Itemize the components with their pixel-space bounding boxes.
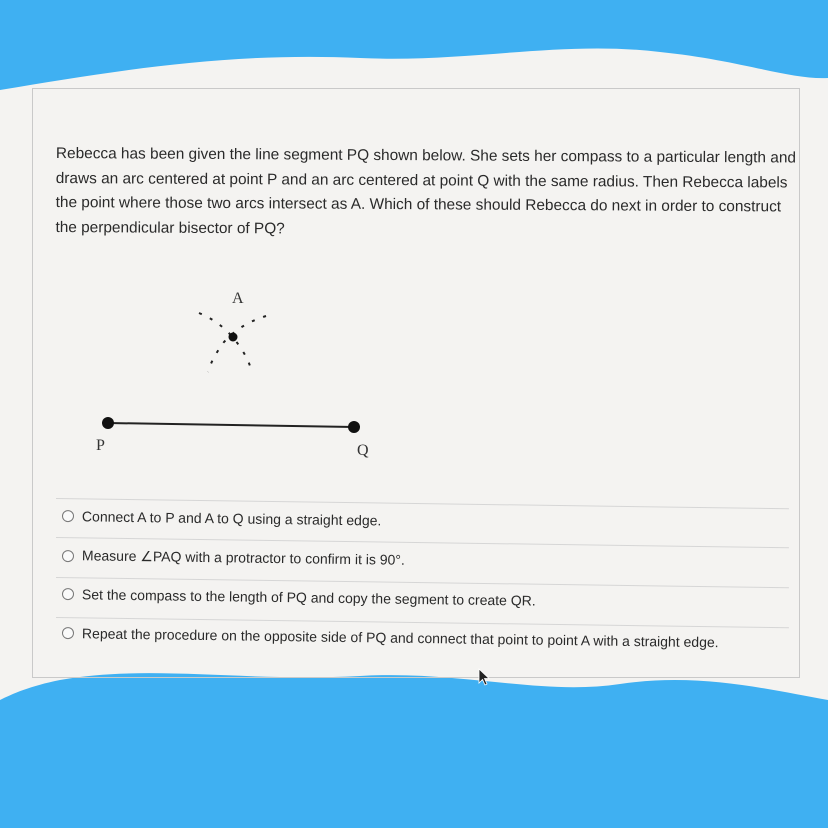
choice-label: Connect A to P and A to Q using a straight edge. <box>81 508 382 529</box>
radio-button-icon[interactable] <box>62 588 74 600</box>
label-q: Q <box>357 442 369 459</box>
radio-button-icon[interactable] <box>62 510 74 522</box>
choice-label: Repeat the procedure on the opposite side of PQ and connect that point to point A with a straight edge. <box>81 625 719 651</box>
radio-button-icon[interactable] <box>62 550 74 562</box>
point-a <box>229 333 238 342</box>
mouse-pointer-icon <box>478 668 492 686</box>
choice-label: Measure ∠PAQ with a protractor to confirm it is 90°. <box>81 547 405 568</box>
choice-label: Set the compass to the length of PQ and copy the segment to create QR. <box>81 586 536 609</box>
label-p: P <box>96 437 105 454</box>
question-text: Rebecca has been given the line segment PQ shown below. She sets her compass to a particular length and draws an arc centered at point P and an arc centered at point Q with the same radius. Then Rebecca labels the point where those two arcs intersect as A. Which of these should Rebecca do next in order to construct the perpendicular bisector of PQ? <box>55 144 797 237</box>
label-a: A <box>232 290 244 307</box>
segment-pq <box>108 423 354 427</box>
point-q <box>348 421 360 433</box>
point-p <box>102 417 114 429</box>
arc-from-p <box>199 313 252 374</box>
radio-button-icon[interactable] <box>62 627 74 639</box>
